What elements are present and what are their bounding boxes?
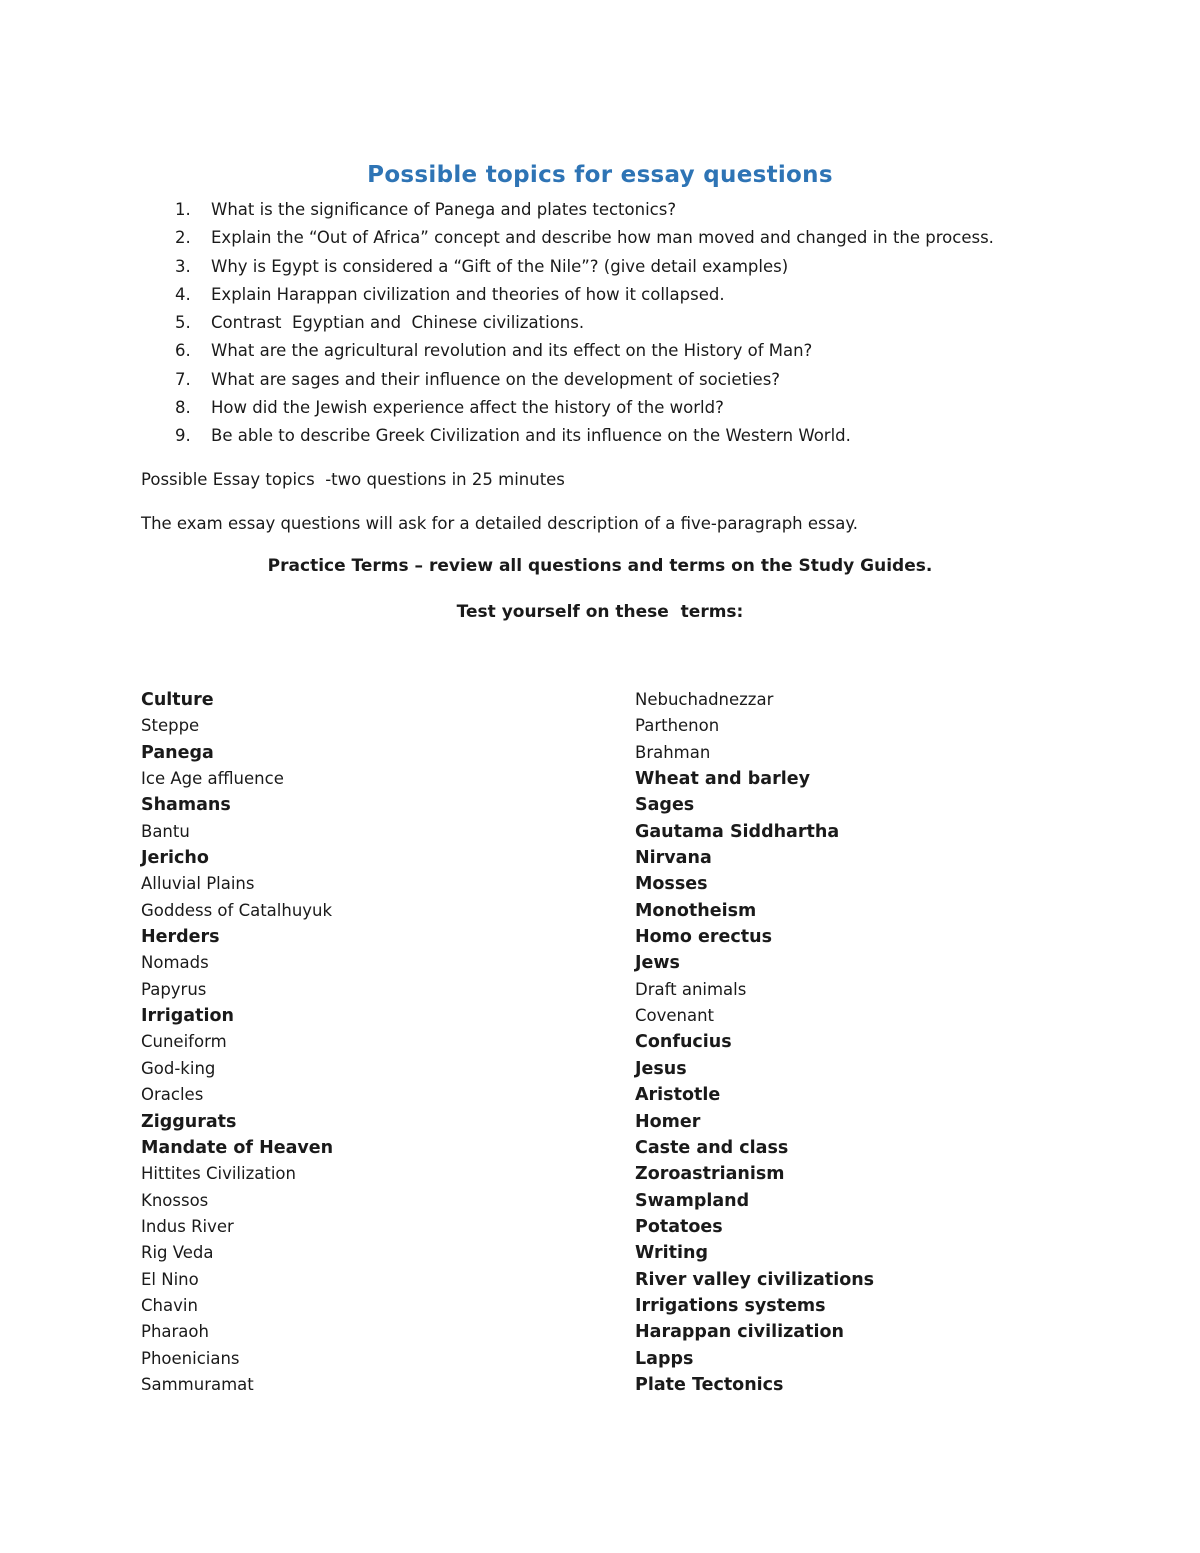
term-item: Confucius — [635, 1032, 732, 1053]
term-item: Ice Age affluence — [141, 769, 284, 789]
term-item: Mosses — [635, 874, 708, 895]
question-text: Why is Egypt is considered a “Gift of the Nile”? (give detail examples) — [211, 256, 789, 276]
question-item — [175, 226, 1165, 254]
term-item: Irrigations systems — [635, 1295, 826, 1316]
term-item: El Nino — [141, 1269, 199, 1289]
term-item: Plate Tectonics — [635, 1374, 784, 1395]
question-text: Be able to describe Greek Civilization and its influence on the Western World. — [211, 426, 851, 446]
term-item: Draft animals — [635, 979, 747, 999]
essay-questions-list — [175, 198, 1165, 453]
term-item: Papyrus — [141, 979, 207, 999]
term-item: Irrigation — [141, 1006, 234, 1027]
term-item: Nirvana — [635, 848, 712, 869]
term-item: Brahman — [635, 742, 711, 762]
term-item: Caste and class — [635, 1137, 789, 1158]
question-text: What is the significance of Panega and plates tectonics? — [211, 200, 677, 219]
term-item: Culture — [141, 690, 214, 710]
term-item: Nebuchadnezzar — [635, 690, 774, 709]
term-item: Jews — [635, 953, 680, 974]
question-item — [175, 311, 1165, 339]
question-text: Explain Harappan civilization and theories of how it collapsed. — [211, 284, 725, 304]
term-item: Monotheism — [635, 900, 757, 921]
question-item — [175, 339, 1165, 367]
term-item: Bantu — [141, 821, 190, 841]
term-item: Sages — [635, 795, 695, 816]
term-item: Alluvial Plains — [141, 874, 255, 894]
term-item: Indus River — [141, 1216, 234, 1236]
term-item: Potatoes — [635, 1216, 723, 1237]
term-item: Shamans — [141, 795, 231, 816]
question-number: 8. — [175, 398, 191, 418]
test-yourself-heading: Test yourself on these terms: — [456, 602, 744, 622]
term-item: Jesus — [635, 1058, 687, 1079]
question-item — [175, 396, 1165, 424]
question-number: 4. — [175, 284, 191, 304]
term-item: Wheat and barley — [635, 769, 811, 790]
term-item: Sammuramat — [141, 1374, 254, 1394]
term-item: Jericho — [141, 848, 209, 869]
term-item: Knossos — [141, 1190, 209, 1210]
question-text: Contrast Egyptian and Chinese civilizations. — [211, 313, 585, 333]
term-item: Chavin — [141, 1295, 198, 1315]
question-text: What are sages and their influence on the development of societies? — [211, 369, 781, 389]
question-number: 3. — [175, 256, 191, 276]
terms-list-right — [635, 688, 1095, 1399]
term-item: Zoroastrianism — [635, 1164, 785, 1185]
question-text: Explain the “Out of Africa” concept and describe how man moved and changed in the process. — [211, 228, 994, 248]
question-number: 1. — [175, 200, 191, 219]
term-item: Rig Veda — [141, 1243, 214, 1263]
question-text: How did the Jewish experience affect the history of the world? — [211, 398, 724, 418]
term-item: Pharaoh — [141, 1322, 209, 1342]
question-item — [175, 198, 1165, 226]
term-item: Phoenicians — [141, 1348, 240, 1368]
question-item — [175, 368, 1165, 396]
term-item: Lapps — [635, 1348, 694, 1369]
term-item: Steppe — [141, 716, 200, 736]
term-item: River valley civilizations — [635, 1269, 875, 1290]
term-item: Goddess of Catalhuyuk — [141, 900, 333, 920]
term-item: Parthenon — [635, 716, 720, 736]
term-item: Homer — [635, 1111, 701, 1132]
term-item: Nomads — [141, 953, 209, 973]
term-item: Writing — [635, 1243, 708, 1264]
term-item: Herders — [141, 927, 220, 948]
practice-terms-heading: Practice Terms – review all questions and terms on the Study Guides. — [267, 556, 933, 576]
term-item: Homo erectus — [635, 927, 773, 948]
term-item: Aristotle — [635, 1085, 721, 1106]
terms-list-left — [141, 688, 601, 1399]
question-number: 6. — [175, 341, 191, 361]
exam-note: The exam essay questions will ask for a detailed description of a five-paragraph essay. — [141, 514, 859, 533]
question-number: 9. — [175, 426, 191, 446]
question-item — [175, 424, 1165, 452]
essay-topics-note: Possible Essay topics -two questions in 25 minutes — [141, 470, 565, 489]
question-text: What are the agricultural revolution and its effect on the History of Man? — [211, 341, 813, 361]
term-item: Mandate of Heaven — [141, 1137, 334, 1158]
term-item: Cuneiform — [141, 1032, 227, 1052]
term-item: Covenant — [635, 1006, 715, 1026]
document-title: Possible topics for essay questions — [367, 162, 833, 188]
question-item — [175, 255, 1165, 283]
question-number: 7. — [175, 369, 191, 389]
question-number: 5. — [175, 313, 191, 333]
term-item: God-king — [141, 1058, 216, 1078]
term-item: Swampland — [635, 1190, 750, 1211]
question-number: 2. — [175, 228, 191, 248]
term-item: Harappan civilization — [635, 1322, 844, 1343]
question-item — [175, 283, 1165, 311]
term-item: Oracles — [141, 1085, 204, 1105]
term-item: Ziggurats — [141, 1111, 237, 1132]
term-item: Panega — [141, 742, 214, 763]
term-item: Gautama Siddhartha — [635, 821, 840, 842]
term-item: Hittites Civilization — [141, 1164, 296, 1184]
